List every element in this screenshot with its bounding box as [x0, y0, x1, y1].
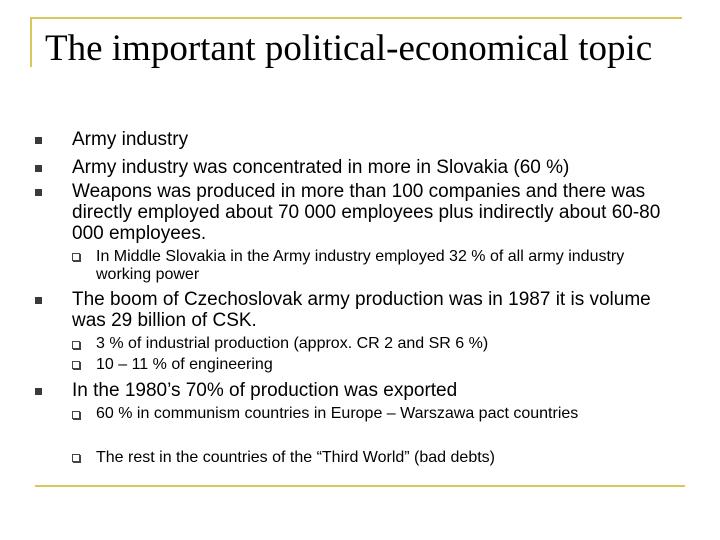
frame-bottom-rule [35, 485, 685, 487]
hollow-square-bullet-icon [72, 341, 80, 349]
square-bullet-icon [35, 165, 42, 172]
sub-bullet-text: The rest in the countries of the “Third World” (bad debts) [96, 449, 495, 466]
sub-bullet-text: In Middle Slovakia in the Army industry employed 32 % of all army industry working power [96, 248, 625, 283]
square-bullet-icon [35, 189, 42, 196]
slide-title: The important political-economical topic [45, 28, 653, 69]
sub-bullet-text: 10 – 11 % of engineering [96, 356, 273, 373]
hollow-square-bullet-icon [72, 454, 80, 462]
bullet-text: In the 1980’s 70% of production was exported [72, 380, 458, 401]
square-bullet-icon [35, 137, 42, 144]
square-bullet-icon [35, 297, 42, 304]
bullet-text: Army industry [72, 129, 189, 150]
sub-bullet-text: 3 % of industrial production (approx. CR 2 and SR 6 %) [96, 335, 489, 352]
square-bullet-icon [35, 388, 42, 395]
hollow-square-bullet-icon [72, 253, 80, 261]
bullet-text: Army industry was concentrated in more in Slovakia (60 %) [72, 157, 570, 178]
bullet-text: Weapons was produced in more than 100 companies and there was directly employed about 70 000 employees plus indirectly about 60-80 000 employees. [72, 181, 661, 244]
hollow-square-bullet-icon [72, 361, 80, 369]
bullet-text: The boom of Czechoslovak army production was in 1987 it is volume was 29 billion of CSK. [72, 289, 651, 331]
hollow-square-bullet-icon [72, 411, 80, 419]
sub-bullet-text: 60 % in communism countries in Europe – Warszawa pact countries [96, 405, 579, 422]
